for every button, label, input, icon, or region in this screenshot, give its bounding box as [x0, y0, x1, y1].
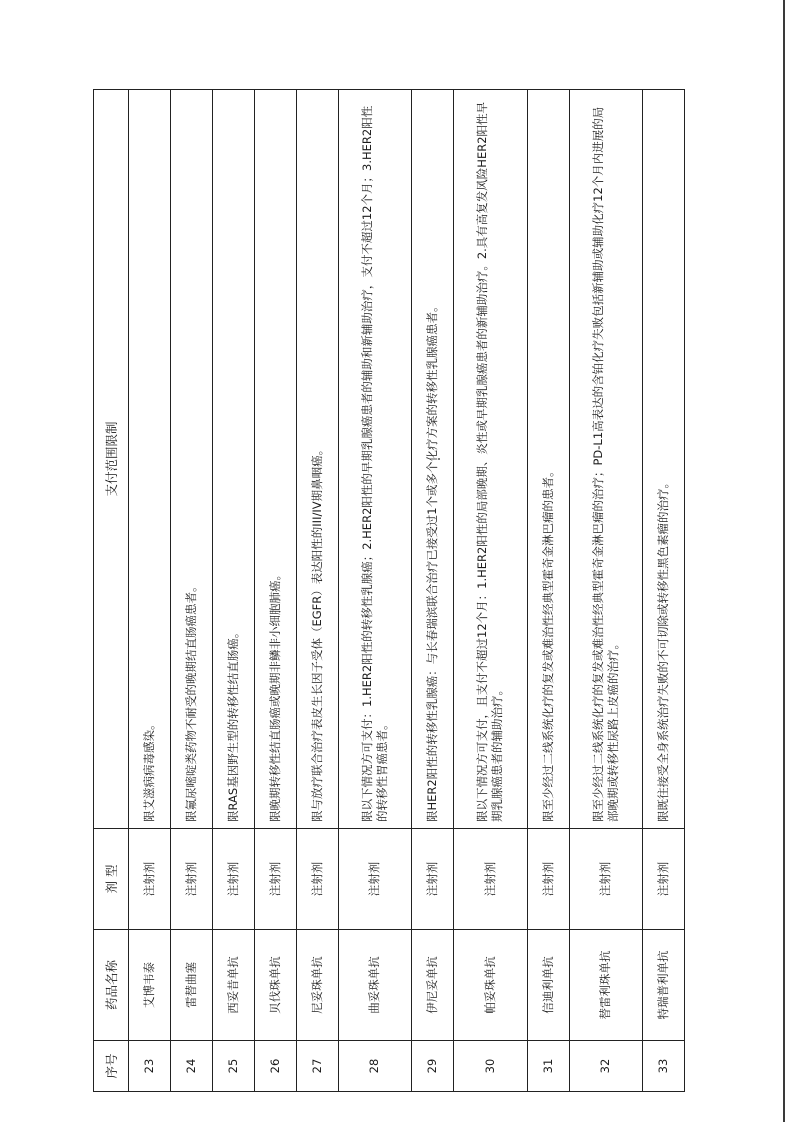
- cell-scope: 限至少经过二线系统化疗的复发或难治性经典型霍奇金淋巴瘤的患者。: [527, 90, 569, 829]
- cell-form: 注射剂: [170, 829, 212, 930]
- cell-name: 贝伐珠单抗: [254, 930, 296, 1041]
- table-header-row: [94, 90, 129, 1092]
- cell-form: 注射剂: [129, 829, 171, 930]
- cell-scope: 限既往接受全身系统治疗失败的不可切除或转移性黑色素瘤的治疗。: [642, 90, 684, 829]
- table-row: [254, 90, 296, 1092]
- scan-page-edge: [783, 0, 785, 1122]
- cell-no: 33: [642, 1041, 684, 1092]
- header-no: 序号: [94, 1041, 129, 1092]
- table-row: [569, 90, 642, 1092]
- header-scope: 支付范围限制: [94, 90, 129, 829]
- cell-name: 西妥昔单抗: [212, 930, 254, 1041]
- table-row: [454, 90, 527, 1092]
- cell-no: 30: [454, 1041, 527, 1092]
- cell-form: 注射剂: [642, 829, 684, 930]
- table-row: [212, 90, 254, 1092]
- cell-form: 注射剂: [254, 829, 296, 930]
- cell-scope: 限氟尿嘧啶类药物不耐受的晚期结直肠癌患者。: [170, 90, 212, 829]
- cell-form: 注射剂: [569, 829, 642, 930]
- table-row: [642, 90, 684, 1092]
- cell-no: 29: [412, 1041, 454, 1092]
- cell-form: 注射剂: [296, 829, 338, 930]
- cell-form: 注射剂: [338, 829, 411, 930]
- cell-scope: 限艾滋病病毒感染。: [129, 90, 171, 829]
- cell-scope: 限HER2阳性的转移性乳腺癌：与长春瑞滨联合治疗已接受过1个或多个化疗方案的转移性乳腺癌患者。: [412, 90, 454, 829]
- header-form: 剂 型: [94, 829, 129, 930]
- cell-name: 特瑞普利单抗: [642, 930, 684, 1041]
- table-row: [170, 90, 212, 1092]
- cell-name: 雷替曲塞: [170, 930, 212, 1041]
- cell-name: 伊尼妥单抗: [412, 930, 454, 1041]
- header-name: 药品名称: [94, 930, 129, 1041]
- cell-no: 28: [338, 1041, 411, 1092]
- cell-name: 艾博韦泰: [129, 930, 171, 1041]
- table-row: [338, 90, 411, 1092]
- cell-scope: 限与放疗联合治疗表皮生长因子受体（EGFR）表达阳性的III/IV期鼻咽癌。: [296, 90, 338, 829]
- table-row: [412, 90, 454, 1092]
- drug-payment-table: [93, 89, 685, 1092]
- cell-name: 曲妥珠单抗: [338, 930, 411, 1041]
- cell-form: 注射剂: [212, 829, 254, 930]
- table-row: [527, 90, 569, 1092]
- cell-scope: 限以下情况方可支付，且支付不超过12个月：1.HER2阳性的局部晚期、炎性或早期乳腺癌患者的新辅助治疗。2.具有高复发风险HER2阳性早期乳腺癌患者的辅助治疗。: [454, 90, 527, 829]
- cell-scope: 限RAS基因野生型的转移性结直肠癌。: [212, 90, 254, 829]
- table-row: [296, 90, 338, 1092]
- cell-no: 27: [296, 1041, 338, 1092]
- cell-scope: 限以下情况方可支付：1.HER2阳性的转移性乳腺癌；2.HER2阳性的早期乳腺癌患者的辅助和新辅助治疗，支付不超过12个月；3.HER2阳性的转移性胃癌患者。: [338, 90, 411, 829]
- cell-name: 帕妥珠单抗: [454, 930, 527, 1041]
- cell-no: 25: [212, 1041, 254, 1092]
- cell-form: 注射剂: [454, 829, 527, 930]
- cell-no: 23: [129, 1041, 171, 1092]
- cell-name: 信迪利单抗: [527, 930, 569, 1041]
- table-row: [129, 90, 171, 1092]
- cell-name: 尼妥珠单抗: [296, 930, 338, 1041]
- cell-no: 26: [254, 1041, 296, 1092]
- rotated-table-container: [93, 89, 685, 1092]
- cell-no: 24: [170, 1041, 212, 1092]
- cell-name: 替雷利珠单抗: [569, 930, 642, 1041]
- cell-form: 注射剂: [527, 829, 569, 930]
- cell-form: 注射剂: [412, 829, 454, 930]
- cell-scope: 限至少经过二线系统化疗的复发或难治性经典型霍奇金淋巴瘤的治疗；PD-L1高表达的含铂化疗失败包括新辅助或辅助化疗12个月内进展的局部晚期或转移性尿路上皮癌的治疗。: [569, 90, 642, 829]
- cell-no: 31: [527, 1041, 569, 1092]
- cell-no: 32: [569, 1041, 642, 1092]
- cell-scope: 限晚期转移性结直肠癌或晚期非鳞非小细胞肺癌。: [254, 90, 296, 829]
